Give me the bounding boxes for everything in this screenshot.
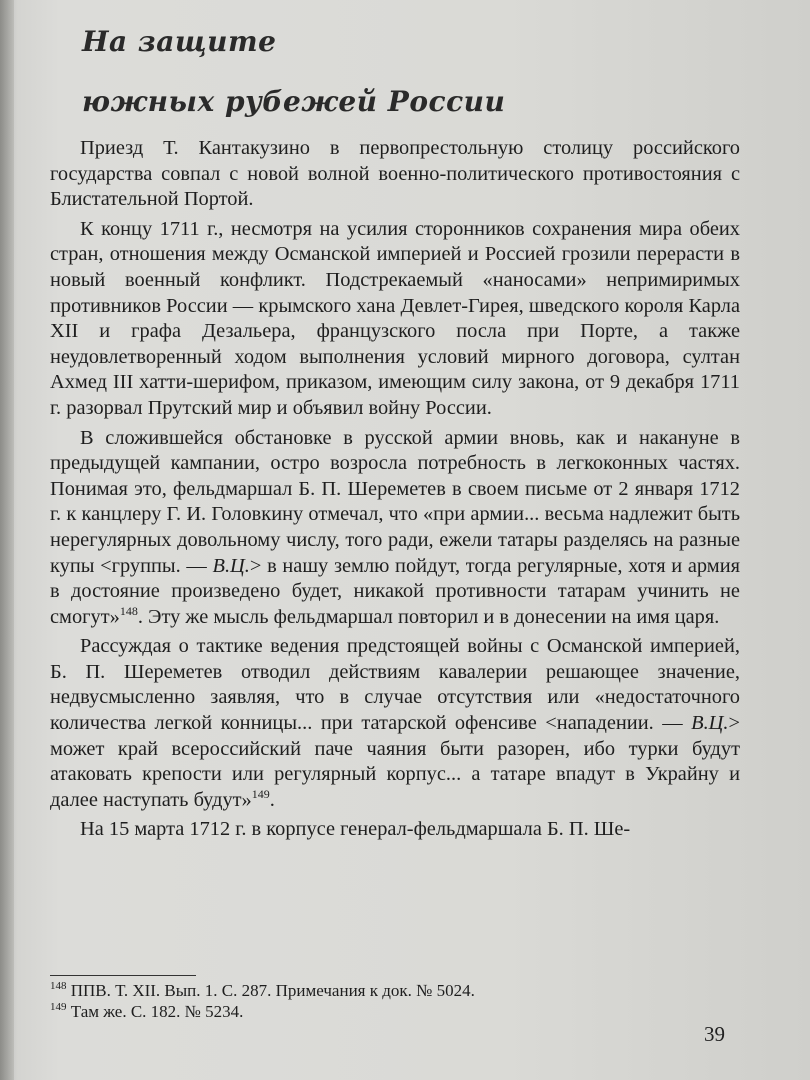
- text-run: > может край всероссийский паче чаяния быти разорен, ибо турки будут атаковать крепости или регулярный корпус... а татаре впадут в Украйну и далее наступать будут»: [50, 712, 740, 811]
- footnote-text: Там же. С. 182. № 5234.: [70, 1002, 244, 1021]
- footnote-text: ППВ. Т. XII. Вып. 1. С. 287. Примечания к док. № 5024.: [70, 981, 475, 1000]
- paragraph: [50, 136, 740, 213]
- footnote-148: [50, 980, 740, 1001]
- paragraph: [50, 817, 740, 843]
- footnote-ref: 149: [251, 786, 270, 801]
- text-run: Приезд Т. Кантакузино в первопрестольную столицу российского государства совпал с новой волной военно-политического противостояния с Блистательной Портой.: [50, 137, 740, 211]
- footnote-149: [50, 1001, 740, 1022]
- page-gutter-shadow: [0, 0, 14, 1080]
- paragraph: [50, 634, 740, 813]
- body-text: [50, 136, 740, 847]
- page-number: 39: [704, 1022, 725, 1046]
- footnotes: [50, 980, 740, 1022]
- chapter-title-line-2: южных рубежей России: [82, 85, 506, 118]
- italic-initials: В.Ц.: [691, 712, 729, 735]
- footnote-separator: [50, 975, 196, 976]
- footnote-number: 149: [50, 1001, 67, 1013]
- paragraph: [50, 217, 740, 422]
- text-run: . Эту же мысль фельдмаршал повторил и в донесении на имя царя.: [137, 605, 720, 628]
- text-run: На 15 марта 1712 г. в корпусе генерал-фельдмаршала Б. П. Ше-: [80, 818, 631, 841]
- italic-initials: В.Ц.: [212, 554, 250, 577]
- text-run: > в нашу землю пойдут, тогда регулярные, хотя и армия в достояние произведено будет, никакой противности татарам учинить не смогут»: [50, 554, 740, 628]
- text-run: В сложившейся обстановке в русской армии вновь, как и накануне в предыдущей кампании, остро возросла потребность в легкоконных частях. Понимая это, фельдмаршал Б. П. Шереметев в своем письме от 2 января 1712 г. к канцлеру Г. И. Головкину отмечал, что «при армии... весьма надлежит быть нерегулярных довольному числу, того ради, ежели татары разделясь на разные купы <группы. —: [50, 426, 740, 577]
- paragraph: [50, 426, 740, 631]
- footnote-number: 148: [50, 980, 67, 992]
- text-run: .: [269, 788, 275, 811]
- text-run: Рассуждая о тактике ведения предстоящей войны с Османской империей, Б. П. Шереметев отводил действиям кавалерии решающее значение, недвусмысленно заявляя, что в случае отсутствия или «недостаточного количества легкой конницы... при татарской офенсиве <нападении. —: [50, 635, 740, 735]
- chapter-title-line-1: На защите: [82, 25, 277, 58]
- text-run: К концу 1711 г., несмотря на усилия сторонников сохранения мира обеих стран, отношения между Османской империей и Россией грозили перерасти в новый военный конфликт. Подстрекаемый «наносами» непримиримых противников России — крымского хана Девлет-Гирея, шведского короля Карла XII и графа Дезальера, французского посла при Порте, а также неудовлетворенный ходом выполнения условий мирного договора, султан Ахмед III хатти-шерифом, приказом, имеющим силу закона, от 9 декабря 1711 г. разорвал Прутский мир и объявил войну России.: [50, 217, 740, 419]
- footnote-ref: 148: [119, 603, 138, 618]
- chapter-title: [82, 14, 642, 130]
